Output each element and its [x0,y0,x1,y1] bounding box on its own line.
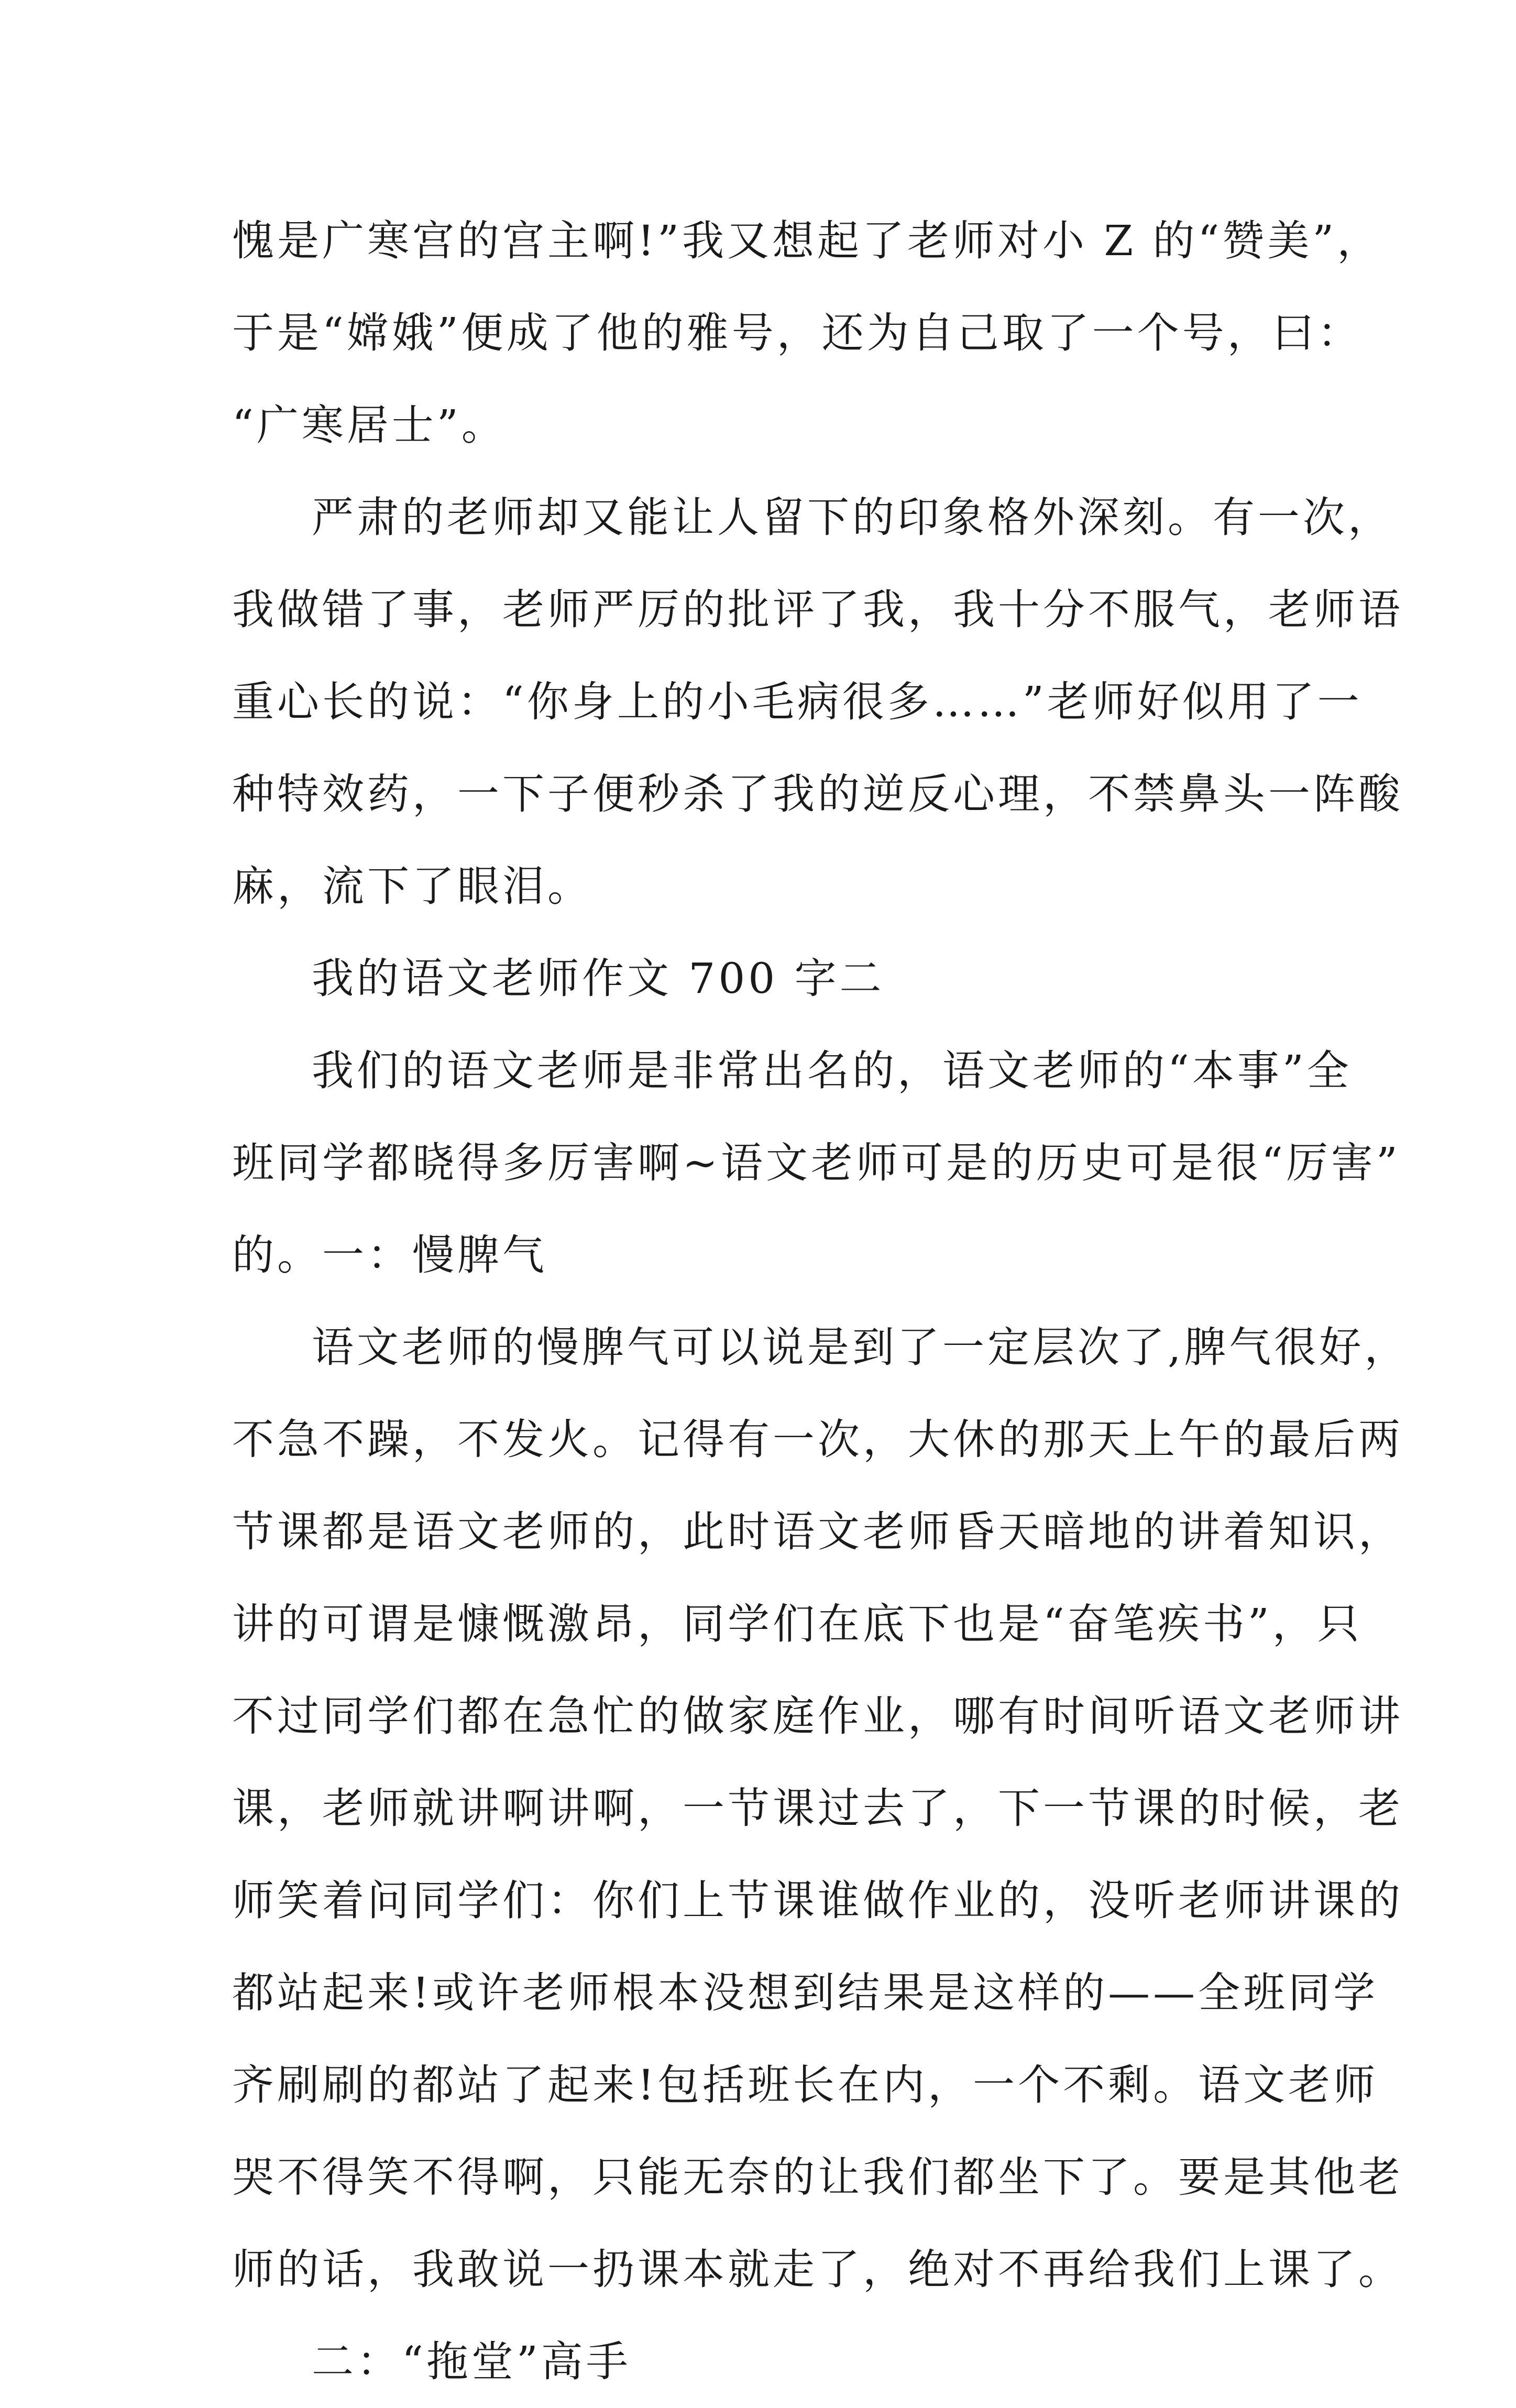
text-line: 于是“嫦娥”便成了他的雅号，还为自己取了一个号，曰： [232,309,1363,357]
section-heading: 我的语文老师作文 700 字二 [312,954,885,1003]
text-line: 愧是广寒宫的宫主啊!”我又想起了老师对小 Z 的“赞美”， [232,216,1382,265]
text-line: “广寒居士”。 [232,401,507,450]
text-line: 不过同学们都在急忙的做家庭作业，哪有时间听语文老师讲 [232,1692,1403,1741]
text-line: 齐刷刷的都站了起来!包括班长在内，一个不剩。语文老师 [232,2061,1379,2109]
text-line: 师笑着问同学们：你们上节课谁做作业的，没听老师讲课的 [232,1876,1403,1925]
paragraph-start-line: 语文老师的慢脾气可以说是到了一定层次了,脾气很好， [312,1323,1410,1372]
document-body [232,195,1410,2408]
text-line: 讲的可谓是慷慨激昂，同学们在底下也是“奋笔疾书”，只 [232,1600,1363,1648]
text-line: 班同学都晓得多厉害啊~语文老师可是的历史可是很“厉害” [232,1139,1401,1187]
text-line: 的。一：慢脾气 [232,1231,547,1279]
text-line: 课，老师就讲啊讲啊，一节课过去了，下一节课的时候，老 [232,1784,1403,1833]
text-line: 我做错了事，老师严厉的批评了我，我十分不服气，老师语 [232,585,1403,634]
text-line: 都站起来!或许老师根本没想到结果是这样的——全班同学 [232,1968,1379,2017]
paragraph-start-line: 我们的语文老师是非常出名的，语文老师的“本事”全 [312,1046,1352,1095]
paragraph-start-line: 严肃的老师却又能让人留下的印象格外深刻。有一次， [312,493,1393,542]
subsection-heading: 二：“拖堂”高手 [312,2337,631,2386]
text-line: 师的话，我敢说一扔课本就走了，绝对不再给我们上课了。 [232,2245,1403,2294]
text-line: 节课都是语文老师的，此时语文老师昏天暗地的讲着知识， [232,1507,1403,1556]
text-line: 麻，流下了眼泪。 [232,862,592,911]
text-line: 种特效药，一下子便秒杀了我的逆反心理，不禁鼻头一阵酸 [232,770,1403,818]
text-line: 重心长的说：“你身上的小毛病很多……”老师好似用了一 [232,677,1363,726]
text-line: 哭不得笑不得啊，只能无奈的让我们都坐下了。要是其他老 [232,2153,1403,2202]
text-line: 不急不躁，不发火。记得有一次，大休的那天上午的最后两 [232,1415,1403,1464]
